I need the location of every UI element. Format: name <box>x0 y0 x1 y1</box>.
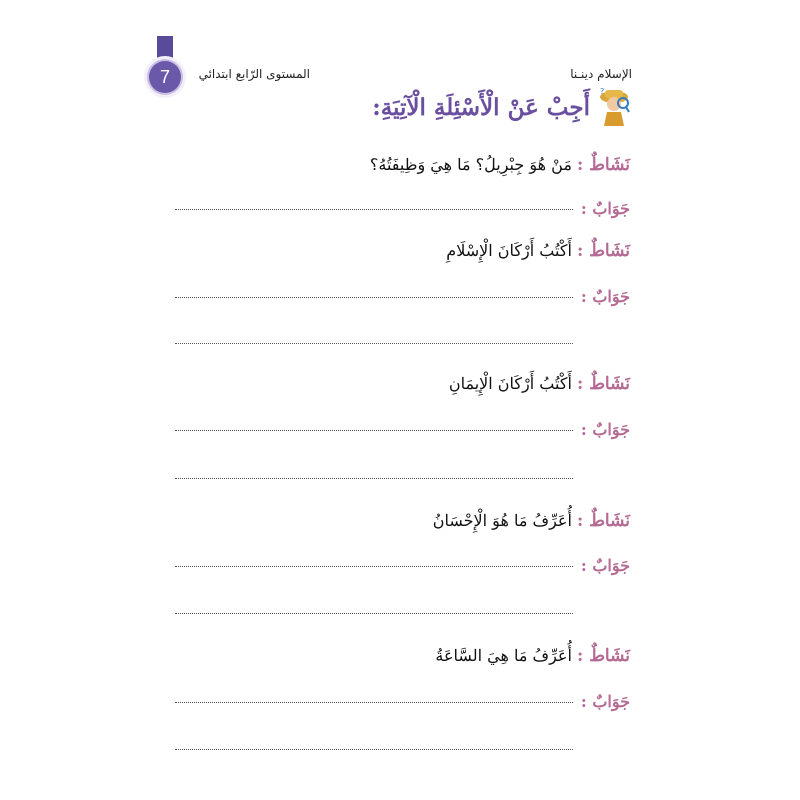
svg-text:?: ? <box>600 87 605 96</box>
activity-label: نَشَاطٌ : <box>577 155 630 175</box>
activity-question-row <box>170 150 630 180</box>
answer-line[interactable] <box>175 702 573 703</box>
answer-line[interactable] <box>175 343 573 344</box>
activity-label: نَشَاطٌ : <box>577 374 630 394</box>
header-subject-text: الإسلام دينـنا <box>570 67 632 81</box>
activity-question-row <box>170 236 630 266</box>
answer-row <box>170 284 630 310</box>
answer-line[interactable] <box>175 749 573 750</box>
activity-label: نَشَاطٌ : <box>577 511 630 531</box>
answer-label: جَوَابٌ : <box>580 556 630 575</box>
activity-question: أُعَرِّفُ مَا هِيَ السَّاعَةُ <box>435 646 572 665</box>
answer-row <box>170 417 630 443</box>
answer-line[interactable] <box>175 478 573 479</box>
activity-question: أُعَرِّفُ مَا هُوَ الْإِحْسَانُ <box>432 511 572 530</box>
detective-mascot-icon <box>596 86 632 128</box>
answer-line[interactable] <box>175 209 573 210</box>
worksheet-title: أَجِبْ عَنْ الْأَسْئِلَةِ الْآتِيَةِ: <box>372 94 590 121</box>
activity-question-row <box>170 369 630 399</box>
activity-question-row <box>170 641 630 671</box>
answer-label: جَوَابٌ : <box>580 199 630 218</box>
activity-question: أَكْتُبُ أَرْكَانَ الْإِسْلَامِ <box>446 241 572 260</box>
answer-label: جَوَابٌ : <box>580 420 630 439</box>
activity-label: نَشَاطٌ : <box>577 646 630 666</box>
answer-line[interactable] <box>175 566 573 567</box>
answer-line[interactable] <box>175 430 573 431</box>
activity-question-row <box>170 506 630 536</box>
activity-question: مَنْ هُوَ جِبْرِيلُ؟ مَا هِيَ وَظِيفَتُهُ؟ <box>369 155 572 174</box>
answer-line[interactable] <box>175 297 573 298</box>
page-number-badge <box>149 61 181 93</box>
activity-question: أَكْتُبُ أَرْكَانَ الْإِيمَانِ <box>448 374 572 393</box>
answer-row <box>170 689 630 715</box>
answer-label: جَوَابٌ : <box>580 692 630 711</box>
answer-label: جَوَابٌ : <box>580 287 630 306</box>
activity-label: نَشَاطٌ : <box>577 241 630 261</box>
answer-row <box>170 553 630 579</box>
page-number: 7 <box>159 66 170 87</box>
answer-row <box>170 196 630 222</box>
header-level-text: المستوى الرّابع ابتدائي <box>198 67 310 81</box>
answer-line[interactable] <box>175 613 573 614</box>
